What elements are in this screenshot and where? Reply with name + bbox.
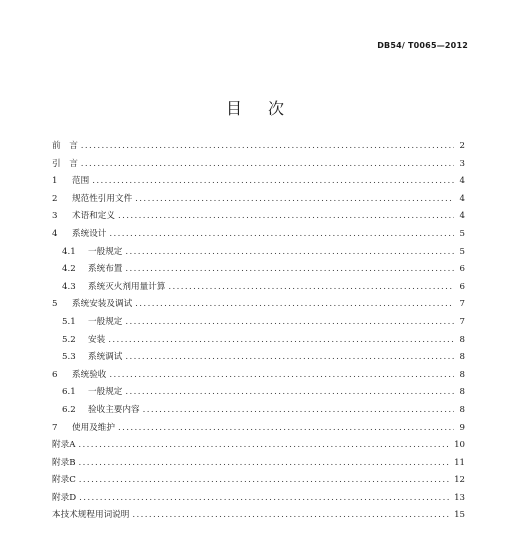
toc-entry-label: 系统布置 xyxy=(88,264,123,275)
toc-entry-label: 系统验收 xyxy=(72,369,107,380)
toc-entry-label: 范围 xyxy=(72,176,90,187)
toc-leader-dots xyxy=(108,332,454,350)
toc-entry[interactable] xyxy=(52,455,465,473)
document-code: DB54/ T0065—2012 xyxy=(377,41,468,50)
toc-leader-dots xyxy=(143,402,454,420)
toc-entry-number: 4 xyxy=(52,228,58,239)
toc-entry-number: 6.2 xyxy=(62,404,76,415)
toc-leader-dots xyxy=(168,279,454,297)
table-of-contents xyxy=(52,138,465,525)
toc-leader-dots xyxy=(81,138,454,156)
toc-leader-dots xyxy=(118,420,454,438)
toc-entry-number: 4.3 xyxy=(62,281,76,292)
toc-leader-dots xyxy=(125,384,454,402)
toc-entry-number: 5 xyxy=(52,299,58,310)
toc-entry-label: 本技术规程用词说明 xyxy=(52,510,130,521)
toc-leader-dots xyxy=(135,191,454,209)
toc-entry-label: 附录D xyxy=(52,492,77,503)
toc-entry-page: 8 xyxy=(459,369,465,380)
toc-entry-page: 12 xyxy=(454,475,465,486)
toc-entry[interactable] xyxy=(52,437,465,455)
toc-entry-number: 4.2 xyxy=(62,264,76,275)
toc-leader-dots xyxy=(79,472,451,490)
toc-entry-page: 10 xyxy=(454,440,465,451)
toc-entry-page: 4 xyxy=(459,176,465,187)
toc-entry-page: 6 xyxy=(459,264,465,275)
toc-entry[interactable] xyxy=(52,138,465,156)
toc-entry-label: 使用及维护 xyxy=(72,422,115,433)
toc-entry-number: 4.1 xyxy=(62,246,76,257)
toc-leader-dots xyxy=(109,367,454,385)
toc-entry[interactable] xyxy=(52,226,465,244)
toc-leader-dots xyxy=(109,226,454,244)
toc-entry-label: 安装 xyxy=(88,334,106,345)
toc-entry-label: 验收主要内容 xyxy=(88,404,140,415)
page-title xyxy=(0,96,510,119)
toc-entry-label: 一般规定 xyxy=(88,316,123,327)
toc-entry[interactable] xyxy=(52,490,465,508)
toc-entry-number: 6.1 xyxy=(62,387,76,398)
toc-subentry[interactable] xyxy=(52,402,465,420)
toc-leader-dots xyxy=(79,490,451,508)
toc-entry[interactable] xyxy=(52,420,465,438)
toc-leader-dots xyxy=(125,314,454,332)
toc-entry-number: 3 xyxy=(52,211,58,222)
toc-subentry[interactable] xyxy=(52,349,465,367)
toc-subentry[interactable] xyxy=(52,332,465,350)
toc-leader-dots xyxy=(125,244,454,262)
toc-entry-label: 附录A xyxy=(52,440,76,451)
toc-leader-dots xyxy=(79,455,452,473)
toc-entry[interactable] xyxy=(52,173,465,191)
toc-entry-page: 8 xyxy=(459,387,465,398)
toc-entry-label: 一般规定 xyxy=(88,246,123,257)
toc-entry-label: 系统调试 xyxy=(88,352,123,363)
toc-entry-label: 术语和定义 xyxy=(72,211,115,222)
toc-entry-page: 8 xyxy=(459,404,465,415)
toc-entry-number: 5.3 xyxy=(62,352,76,363)
toc-entry-label: 附录C xyxy=(52,475,76,486)
toc-leader-dots xyxy=(135,296,454,314)
toc-entry-page: 15 xyxy=(454,510,465,521)
toc-entry-page: 13 xyxy=(454,492,465,503)
toc-entry-number: 1 xyxy=(52,176,58,187)
toc-subentry[interactable] xyxy=(52,279,465,297)
toc-leader-dots xyxy=(92,173,454,191)
toc-entry-page: 5 xyxy=(459,228,465,239)
toc-entry-page: 8 xyxy=(459,334,465,345)
toc-subentry[interactable] xyxy=(52,261,465,279)
toc-entry-label: 系统灭火剂用量计算 xyxy=(88,281,166,292)
toc-entry-number: 2 xyxy=(52,193,58,204)
toc-leader-dots xyxy=(132,507,451,525)
toc-entry-page: 7 xyxy=(459,299,465,310)
toc-entry-number: 6 xyxy=(52,369,58,380)
toc-entry-number: 5.2 xyxy=(62,334,76,345)
toc-entry-label: 一般规定 xyxy=(88,387,123,398)
toc-entry-page: 7 xyxy=(459,316,465,327)
toc-entry-page: 9 xyxy=(459,422,465,433)
toc-entry[interactable] xyxy=(52,472,465,490)
toc-entry-page: 4 xyxy=(459,211,465,222)
toc-leader-dots xyxy=(118,208,454,226)
toc-subentry[interactable] xyxy=(52,314,465,332)
toc-leader-dots xyxy=(125,261,454,279)
toc-entry-number: 7 xyxy=(52,422,58,433)
toc-entry-number: 5.1 xyxy=(62,316,76,327)
toc-entry-page: 5 xyxy=(459,246,465,257)
toc-leader-dots xyxy=(125,349,454,367)
toc-entry[interactable] xyxy=(52,208,465,226)
toc-entry-page: 11 xyxy=(454,457,465,468)
toc-entry-page: 6 xyxy=(459,281,465,292)
toc-entry-label: 前 言 xyxy=(52,141,78,151)
toc-entry-page: 8 xyxy=(459,352,465,363)
toc-entry[interactable] xyxy=(52,507,465,525)
toc-entry-label: 规范性引用文件 xyxy=(72,193,133,204)
toc-entry[interactable] xyxy=(52,191,465,209)
toc-entry-label: 引 言 xyxy=(52,158,78,169)
toc-leader-dots xyxy=(81,156,454,174)
toc-entry[interactable] xyxy=(52,296,465,314)
toc-entry[interactable] xyxy=(52,367,465,385)
toc-subentry[interactable] xyxy=(52,384,465,402)
title-char-1: 目 xyxy=(225,99,242,118)
title-char-2: 次 xyxy=(268,99,285,118)
toc-leader-dots xyxy=(78,437,451,455)
toc-entry-label: 系统设计 xyxy=(72,228,107,239)
toc-entry-page: 3 xyxy=(459,158,465,169)
toc-entry-label: 附录B xyxy=(52,457,76,468)
toc-entry-page: 4 xyxy=(459,193,465,204)
toc-subentry[interactable] xyxy=(52,244,465,262)
toc-entry-label: 系统安装及调试 xyxy=(72,299,133,310)
toc-entry-page: 2 xyxy=(459,141,465,151)
toc-entry[interactable] xyxy=(52,156,465,174)
